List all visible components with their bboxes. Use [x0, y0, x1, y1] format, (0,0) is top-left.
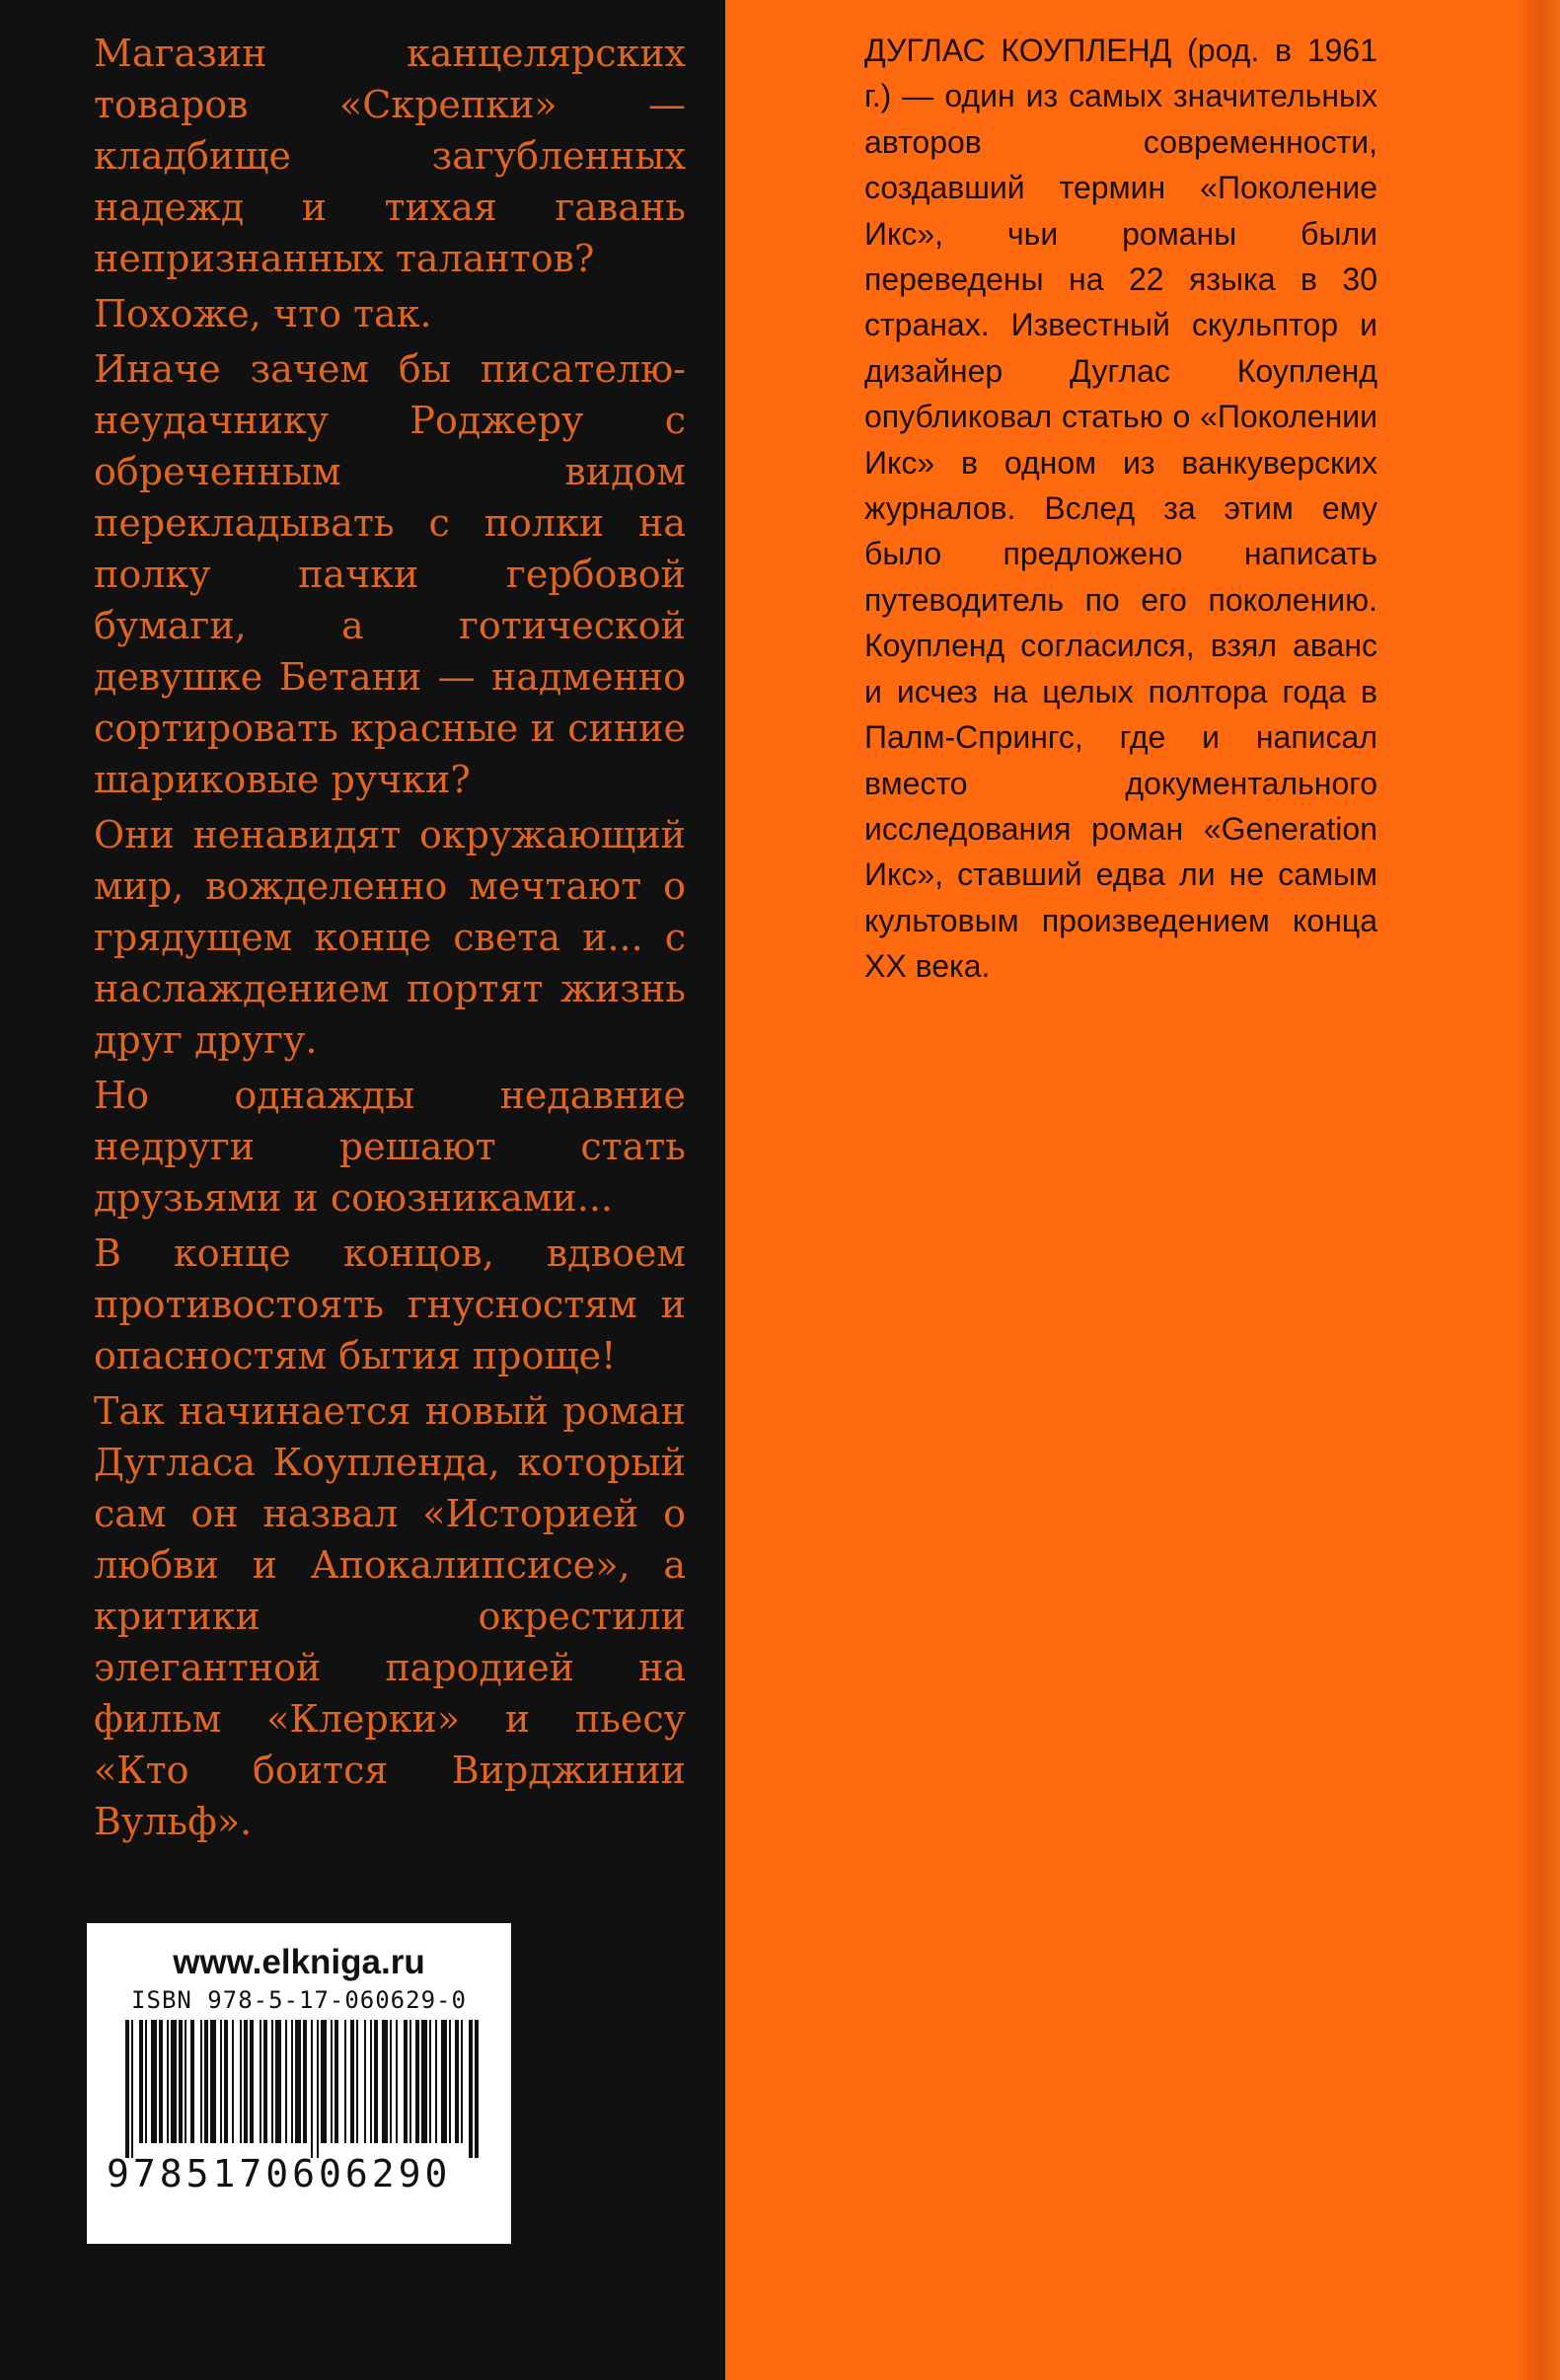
barcode-bar — [250, 2020, 254, 2143]
blurb-paragraph: Так начинается новый роман Дугласа Коупленда, который сам он назвал «Историей о любви и Апокалипсисе», а критики окрестили элегантной пародией на фильм «Клерки» и пьесу «Кто боится Вирджинии Вульф». — [94, 1389, 686, 1843]
barcode-bar — [317, 2020, 319, 2158]
barcode-bar — [159, 2020, 163, 2143]
barcode-bar — [167, 2020, 169, 2143]
barcode-bar — [185, 2020, 186, 2143]
barcode-bar — [190, 2020, 194, 2143]
barcode-bar — [441, 2020, 447, 2143]
barcode-bar — [220, 2020, 222, 2143]
barcode-bar — [224, 2020, 228, 2143]
barcode-bar — [429, 2020, 431, 2143]
isbn-text: ISBN 978-5-17-060629-0 — [131, 1986, 467, 2014]
barcode-bar — [271, 2020, 273, 2143]
barcode-bar — [374, 2020, 378, 2143]
publisher-website: www.elkniga.ru — [173, 1943, 425, 1981]
barcode-bar — [285, 2020, 287, 2143]
barcode-bar — [210, 2020, 216, 2143]
barcode-bar — [396, 2020, 398, 2143]
blurb-paragraph: Похоже, что так. — [94, 292, 432, 335]
barcode-bar — [350, 2020, 354, 2143]
barcode-bar — [331, 2020, 333, 2143]
barcode-number: 9785170606290 — [107, 2152, 452, 2195]
barcode-bar — [435, 2020, 437, 2143]
barcode-bar — [421, 2020, 427, 2143]
barcode-bar — [171, 2020, 177, 2143]
barcode-bar — [382, 2020, 388, 2143]
author-bio: ДУГЛАС КОУПЛЕНД (род. в 1961 г.) — один из самых значительных авторов современности, создавший термин «Поколение Икс», чьи романы были переведены на 22 языка в 30 странах. Известный скульптор и дизайнер Дуглас Коупленд опубликовал статью о «Поколении Икс» в одном из ванкуверских журналов. Вслед за этим ему было предложено написать путеводитель по его поколению. Коупленд согласился, взял аванс и исчез на целых полтора года в Палм-Спрингс, где и написал вместо документального исследования роман «Generation Икс», ставший едва ли не самым культовым произведением конца XX века. — [864, 33, 1377, 985]
book-blurb — [94, 28, 686, 1851]
barcode-bar — [260, 2020, 261, 2143]
barcode-bar — [364, 2020, 366, 2143]
barcode-bar — [263, 2020, 267, 2143]
barcode-bar — [311, 2020, 313, 2158]
barcode-graphic — [111, 2020, 486, 2158]
barcode-bar — [449, 2020, 451, 2143]
barcode-bar — [151, 2020, 157, 2143]
barcode-bar — [200, 2020, 202, 2143]
barcode-bar — [291, 2020, 293, 2143]
barcode-bar — [356, 2020, 358, 2143]
barcode-bar — [409, 2020, 411, 2143]
barcode-label — [87, 1923, 511, 2244]
blurb-paragraph: В конце концов, вдвоем противостоять гнусностям и опасностям бытия проще! — [94, 1231, 686, 1377]
barcode-bar — [415, 2020, 419, 2143]
barcode-bar — [295, 2020, 301, 2143]
blurb-paragraph: Магазин канцелярских товаров «Скрепки» — кладбище загубленных надежд и тихая гавань непризнанных талантов? — [94, 32, 686, 280]
barcode-bar — [390, 2020, 392, 2143]
barcode-bar — [455, 2020, 459, 2143]
barcode-bar — [404, 2020, 408, 2143]
cover-edge — [1515, 0, 1560, 2380]
barcode-bar — [334, 2020, 338, 2143]
barcode-bar — [321, 2020, 327, 2143]
barcode-bar — [139, 2020, 143, 2143]
barcode-bar — [344, 2020, 346, 2143]
barcode-bar — [125, 2020, 129, 2158]
blurb-paragraph: Но однажды недавние недруги решают стать друзьями и союзниками... — [94, 1074, 686, 1220]
barcode-bar — [204, 2020, 208, 2143]
barcode-bar — [131, 2020, 133, 2158]
barcode-bar — [275, 2020, 281, 2143]
barcode-bar — [370, 2020, 372, 2143]
barcode-bar — [303, 2020, 307, 2143]
barcode-bar — [244, 2020, 248, 2143]
barcode-bar — [475, 2020, 479, 2158]
blurb-paragraph: Иначе зачем бы писателю-неудачнику Роджеру с обреченным видом перекладывать с полки на полку пачки гербовой бумаги, а готической девушке Бетани — надменно сортировать красные и синие шариковые ручки? — [94, 347, 686, 801]
barcode-bar — [145, 2020, 147, 2143]
blurb-paragraph: Они ненавидят окружающий мир, вожделенно мечтают о грядущем конце света и... с наслаждением портят жизнь друг другу. — [94, 813, 686, 1062]
barcode-bar — [240, 2020, 242, 2143]
barcode-bar — [232, 2020, 234, 2143]
barcode-bar — [461, 2020, 463, 2143]
barcode-bar — [179, 2020, 183, 2143]
barcode-bar — [469, 2020, 473, 2158]
